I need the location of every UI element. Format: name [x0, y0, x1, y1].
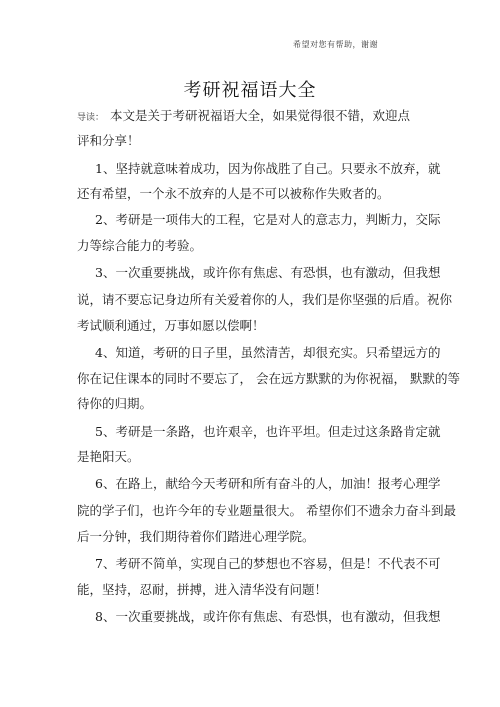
header-note: 希望对您有帮助，谢谢: [293, 40, 378, 49]
paragraph-line: 2、考研是一项伟大的工程，它是对人的意志力，判断力，交际: [95, 212, 441, 227]
intro-label: 导读：: [77, 113, 105, 123]
paragraph-line: 还有希望，一个永不放弃的人是不可以被称作失败者的。: [77, 186, 390, 201]
paragraph-line: 4、知道，考研的日子里，虽然清苦，却很充实。只希望远方的: [95, 345, 441, 360]
paragraph-line: 8、一次重要挑战，或许你有焦虑、有恐惧，也有激动，但我想: [95, 609, 441, 624]
paragraph-line: 1、坚持就意味着成功，因为你战胜了自己。只要永不放弃，就: [95, 161, 441, 176]
paragraph-line: 后一分钟，我们期待着你们踏进心理学院。: [77, 529, 315, 544]
paragraph-line: 3、一次重要挑战，或许你有焦虑、有恐惧，也有激动，但我想: [95, 265, 441, 280]
document-title: 考研祝福语大全: [183, 80, 317, 101]
paragraph-line: 能，坚持，忍耐，拼搏，进入清华没有问题！: [77, 582, 328, 597]
paragraph-line: 院的学子们，也许今年的专业题量很大。 希望你们不遗余力奋斗到最: [77, 503, 456, 518]
paragraph-line: 你在记住课本的同时不要忘了， 会在远方默默的为你祝福， 默默的等: [77, 371, 460, 386]
paragraph-line: 6、在路上，献给今天考研和所有奋斗的人，加油！报考心理学: [95, 476, 441, 491]
intro-line: [77, 108, 410, 126]
intro-line: 评和分享！: [77, 133, 140, 148]
paragraph-line: 是艳阳天。: [77, 449, 140, 464]
paragraph-line: 说，请不要忘记身边所有关爱着你的人，我们是你坚强的后盾。祝你: [77, 292, 453, 307]
paragraph-line: 力等综合能力的考验。: [77, 238, 203, 253]
paragraph-line: 5、考研是一条路，也许艰辛，也许平坦。但走过这条路肯定就: [95, 424, 441, 439]
intro-text: 本文是关于考研祝福语大全，如果觉得很不错，欢迎点: [110, 108, 411, 123]
paragraph-line: 7、考研不简单，实现自己的梦想也不容易，但是！不代表不可: [95, 556, 441, 571]
paragraph-line: 待你的归期。: [77, 396, 153, 411]
paragraph-line: 考试顺利通过，万事如愿以偿啊！: [77, 318, 265, 333]
